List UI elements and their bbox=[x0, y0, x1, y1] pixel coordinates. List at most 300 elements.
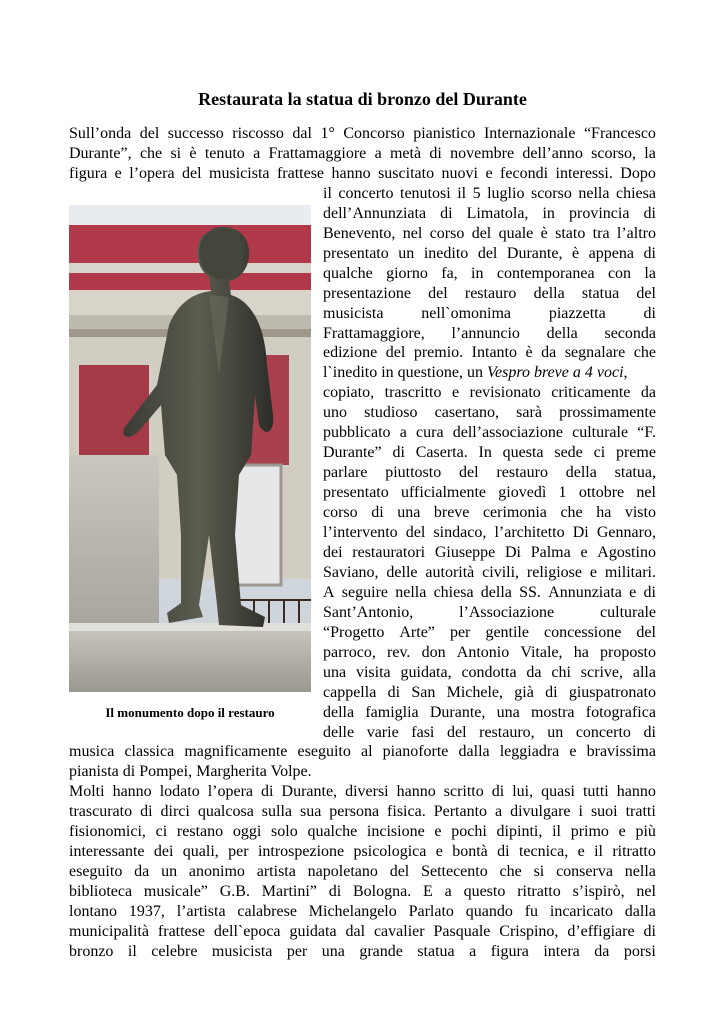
word: “Francesco bbox=[583, 125, 656, 142]
text-line bbox=[69, 144, 656, 164]
word: Pertanto bbox=[433, 803, 488, 821]
text-line bbox=[323, 683, 656, 703]
word: giuspatronato bbox=[568, 683, 656, 701]
word: scritto bbox=[443, 783, 484, 801]
word: varie bbox=[366, 723, 399, 741]
word: dal bbox=[345, 923, 366, 940]
word: 1° bbox=[320, 125, 335, 142]
text-segment: l’Associazione bbox=[459, 603, 555, 621]
word: sulla bbox=[261, 803, 292, 821]
word: nel bbox=[636, 883, 656, 901]
statue-photo bbox=[69, 205, 311, 692]
word: di bbox=[643, 723, 656, 741]
word: di bbox=[429, 144, 442, 162]
word: che bbox=[633, 344, 656, 362]
word: Vitale, bbox=[520, 643, 563, 661]
word: cappella bbox=[323, 683, 377, 701]
word: da bbox=[541, 344, 557, 362]
word: persona bbox=[329, 803, 380, 821]
word: primo bbox=[570, 823, 609, 841]
word: suoi bbox=[590, 803, 618, 821]
word: celebre bbox=[151, 942, 198, 960]
word: dipinti, bbox=[496, 823, 543, 841]
word: Benevento, bbox=[323, 224, 396, 242]
text-line bbox=[323, 523, 656, 543]
word: da bbox=[594, 942, 610, 960]
word: più bbox=[635, 823, 656, 841]
word: l’opera bbox=[207, 783, 254, 801]
word: Giuseppe bbox=[434, 543, 496, 561]
italic-title: Vespro breve a 4 voci bbox=[486, 364, 624, 382]
word: l’intervento bbox=[323, 524, 398, 541]
word: scorso bbox=[530, 184, 572, 202]
text-line bbox=[69, 822, 656, 842]
word: quando bbox=[465, 903, 513, 921]
word: di bbox=[643, 923, 656, 940]
word: fasi bbox=[411, 723, 435, 741]
text-line bbox=[323, 383, 656, 403]
text-line bbox=[323, 443, 656, 463]
word: questa bbox=[502, 444, 544, 462]
text-segment: musicista bbox=[323, 304, 384, 322]
text-line bbox=[69, 802, 656, 822]
word: culturale bbox=[572, 424, 629, 442]
word: la bbox=[644, 264, 656, 282]
word: di bbox=[491, 783, 505, 801]
word: di bbox=[643, 204, 656, 222]
word: gentile bbox=[485, 623, 529, 641]
word: Michelangelo bbox=[308, 903, 397, 921]
word: cavalier bbox=[373, 923, 425, 940]
word: corso bbox=[429, 224, 465, 242]
word: guidata, bbox=[400, 663, 452, 681]
word: leggiadra bbox=[499, 743, 560, 761]
word: G.B. bbox=[219, 883, 250, 901]
word: della bbox=[323, 703, 355, 721]
word: a bbox=[399, 424, 407, 442]
text-line bbox=[323, 343, 656, 363]
word: tenutosi bbox=[400, 184, 451, 202]
word: qualche bbox=[307, 823, 358, 841]
text-line bbox=[69, 742, 656, 762]
text-line bbox=[323, 463, 656, 483]
word: interessi. bbox=[555, 164, 613, 182]
text-segment: piazzetta bbox=[548, 304, 606, 322]
word: Dopo bbox=[620, 164, 656, 182]
text-segment: della bbox=[546, 324, 578, 342]
word: chi bbox=[551, 663, 571, 681]
word: qualcosa bbox=[197, 803, 254, 821]
word: da bbox=[134, 863, 150, 881]
word: pianoforte bbox=[382, 743, 449, 761]
word: fecondi bbox=[500, 164, 549, 182]
word: che bbox=[560, 504, 583, 522]
word: civili, bbox=[482, 563, 520, 581]
word: lui, bbox=[512, 783, 534, 801]
word: concerto bbox=[575, 723, 631, 741]
text-line bbox=[323, 403, 656, 423]
word: una bbox=[397, 504, 421, 522]
word: Arte” bbox=[399, 623, 435, 641]
word: Frattamaggiore bbox=[268, 144, 367, 162]
word: tratti bbox=[625, 803, 656, 821]
word: “F. bbox=[637, 424, 656, 442]
word: restano bbox=[176, 823, 224, 841]
word: da bbox=[526, 663, 542, 681]
word: a bbox=[469, 942, 477, 960]
word: condotta bbox=[461, 663, 517, 681]
text-line bbox=[323, 184, 656, 204]
text-segment: seconda bbox=[604, 324, 656, 342]
word: un bbox=[398, 244, 415, 262]
text-line bbox=[69, 862, 656, 882]
word: fisica. bbox=[387, 803, 426, 821]
word: restauratori bbox=[352, 543, 426, 561]
word: il bbox=[552, 823, 561, 841]
word: giorno bbox=[386, 264, 428, 282]
word: Gennaro, bbox=[596, 524, 656, 541]
word: a bbox=[444, 883, 452, 901]
word: del bbox=[471, 224, 492, 242]
word: dalla bbox=[458, 743, 490, 761]
word: tenuto bbox=[204, 144, 245, 162]
word: ritratto bbox=[612, 843, 656, 861]
word: di bbox=[643, 244, 656, 262]
word: fa, bbox=[441, 264, 458, 282]
text-segment: culturale bbox=[600, 603, 656, 621]
text-line bbox=[323, 723, 656, 743]
word: dal bbox=[292, 125, 312, 142]
word: Concorso bbox=[343, 125, 405, 142]
word: bontà bbox=[452, 843, 488, 861]
word: una bbox=[321, 942, 345, 960]
word: presentazione bbox=[323, 284, 411, 302]
word: per bbox=[228, 843, 249, 861]
text-line bbox=[69, 762, 656, 782]
text-segment: , bbox=[623, 364, 628, 382]
word: e bbox=[452, 384, 460, 402]
word: anonimo bbox=[188, 863, 245, 881]
word: del bbox=[428, 284, 448, 302]
word: chiesa bbox=[433, 583, 474, 601]
word: di bbox=[545, 683, 558, 701]
word: della bbox=[565, 464, 597, 482]
word: una bbox=[323, 663, 347, 681]
text-segment: Sant’Antonio, bbox=[323, 603, 414, 621]
word: revisionato bbox=[469, 384, 541, 402]
word: seguire bbox=[341, 583, 388, 601]
word: Martini” bbox=[261, 883, 317, 901]
word: tra bbox=[592, 224, 610, 242]
text-line bbox=[69, 942, 656, 962]
word: ufficialmente bbox=[401, 484, 487, 502]
word: statua bbox=[417, 942, 455, 960]
text-line bbox=[323, 304, 656, 324]
word: copiato, bbox=[323, 384, 375, 402]
word: stato bbox=[555, 224, 586, 242]
word: calabrese bbox=[237, 903, 297, 921]
word: corso bbox=[323, 504, 358, 522]
statue-illustration bbox=[69, 205, 311, 692]
word: Saviano, bbox=[323, 563, 379, 581]
word: ha bbox=[573, 643, 589, 661]
word: Bologna. bbox=[352, 883, 412, 901]
word: luglio bbox=[487, 184, 525, 202]
word: il bbox=[594, 843, 603, 861]
word: ritratto bbox=[517, 883, 561, 901]
word: trascritto bbox=[384, 384, 442, 402]
word: da bbox=[640, 384, 656, 402]
word: già bbox=[514, 683, 534, 701]
word: della bbox=[480, 583, 512, 601]
text-line bbox=[69, 902, 656, 922]
word: diversi bbox=[345, 783, 389, 801]
word: Antonio bbox=[456, 643, 510, 661]
photo-caption: Il monumento dopo il restauro bbox=[105, 705, 275, 720]
word: eseguito bbox=[69, 863, 123, 881]
text-line bbox=[323, 563, 656, 583]
word: statua bbox=[581, 284, 620, 302]
word: di bbox=[440, 204, 453, 222]
word: breve bbox=[433, 504, 470, 522]
word: musicista bbox=[209, 164, 270, 182]
word: l’opera bbox=[129, 164, 175, 182]
word: per bbox=[449, 623, 471, 641]
text-segment: Frattamaggiore, bbox=[323, 324, 425, 342]
word: nuovi bbox=[441, 164, 478, 182]
word: Intanto bbox=[471, 344, 517, 362]
word: solo bbox=[271, 823, 298, 841]
word: e bbox=[114, 164, 122, 182]
word: biblioteca bbox=[69, 883, 133, 901]
word: interessante bbox=[69, 843, 145, 861]
text-line bbox=[323, 224, 656, 244]
word: concessione bbox=[544, 623, 622, 641]
word: di bbox=[497, 843, 510, 861]
word: la bbox=[644, 144, 656, 162]
word: nella bbox=[395, 583, 427, 601]
word: delle bbox=[386, 563, 418, 581]
word: di bbox=[328, 883, 342, 901]
word: del bbox=[139, 125, 160, 142]
word: tutti bbox=[582, 783, 609, 801]
word: inedito bbox=[423, 244, 469, 262]
word: Durante”, bbox=[69, 144, 132, 162]
word: giovedì bbox=[498, 484, 547, 502]
word: al bbox=[360, 743, 373, 761]
word: si bbox=[533, 863, 545, 881]
word: incaricato bbox=[549, 903, 613, 921]
word: restauro bbox=[496, 464, 548, 482]
word: guidata bbox=[289, 923, 337, 940]
text-segment: di bbox=[643, 304, 656, 322]
word: pubblicato bbox=[323, 424, 391, 442]
word: successo bbox=[167, 125, 224, 142]
word: l’artista bbox=[176, 903, 226, 921]
word: dell’Annunziata bbox=[323, 204, 427, 222]
word: e bbox=[435, 843, 443, 861]
word: d’effigiare bbox=[567, 923, 635, 940]
word: Molti bbox=[69, 783, 105, 801]
word: a bbox=[495, 803, 503, 821]
word: per bbox=[286, 942, 308, 960]
word: restauro, bbox=[479, 723, 535, 741]
word: mostra bbox=[530, 703, 575, 721]
word: del bbox=[446, 723, 467, 741]
text-segment: l`inedito in questione, un bbox=[323, 364, 487, 382]
word: studioso bbox=[364, 404, 418, 422]
word: figura bbox=[490, 942, 529, 960]
word: novembre bbox=[450, 144, 515, 162]
word: lodato bbox=[159, 783, 200, 801]
word: si bbox=[170, 144, 182, 162]
word: e bbox=[589, 563, 597, 581]
word: visita bbox=[355, 663, 391, 681]
word: rev. bbox=[387, 643, 411, 661]
text-line bbox=[69, 842, 656, 862]
text-line bbox=[69, 782, 656, 802]
word: premio. bbox=[413, 344, 464, 362]
word: sarà bbox=[516, 404, 542, 422]
word: bronzo bbox=[69, 942, 114, 960]
word: Michele, bbox=[446, 683, 504, 701]
text-line bbox=[323, 264, 656, 284]
word: militari. bbox=[604, 563, 656, 581]
word: conserva bbox=[556, 863, 613, 881]
word: e bbox=[618, 823, 626, 841]
word: grande bbox=[359, 942, 403, 960]
word: tecnica, bbox=[518, 843, 569, 861]
word: oggi bbox=[232, 823, 262, 841]
text-line bbox=[323, 583, 656, 603]
word: pianistico bbox=[413, 125, 476, 142]
word: di bbox=[643, 583, 656, 601]
word: scorso, bbox=[591, 144, 636, 162]
word: del bbox=[636, 623, 656, 641]
word: l’altro bbox=[616, 224, 656, 242]
word: E bbox=[423, 883, 433, 901]
word: Crispino, bbox=[499, 923, 559, 940]
word: della bbox=[533, 284, 565, 302]
word: nel bbox=[636, 484, 656, 502]
word: con bbox=[607, 264, 632, 282]
word: nella bbox=[624, 863, 656, 881]
word: del bbox=[385, 344, 406, 362]
text-line bbox=[69, 124, 656, 144]
word: San bbox=[411, 683, 436, 701]
word: Caserta. bbox=[415, 444, 468, 462]
word: cerimonia bbox=[482, 504, 547, 522]
word: cura bbox=[416, 424, 444, 442]
word: il bbox=[127, 942, 137, 960]
word: del bbox=[477, 244, 498, 262]
word: frattese bbox=[157, 923, 205, 940]
word: ottobre bbox=[578, 484, 625, 502]
text-line bbox=[323, 363, 656, 383]
word: parroco, bbox=[323, 643, 376, 661]
word: casertano, bbox=[434, 404, 500, 422]
word: Sull’onda bbox=[69, 125, 132, 142]
word: concerto bbox=[338, 184, 394, 202]
word: introspezione bbox=[257, 843, 345, 861]
word: statua, bbox=[614, 464, 656, 482]
word: dei bbox=[323, 543, 343, 561]
word: e bbox=[577, 843, 585, 861]
word: dirci bbox=[160, 803, 190, 821]
word: lontano bbox=[69, 903, 117, 921]
word: nella bbox=[578, 184, 610, 202]
word: eseguito bbox=[297, 743, 351, 761]
word: intera bbox=[543, 942, 580, 960]
word: dell`epoca bbox=[213, 923, 281, 940]
word: musicista bbox=[211, 942, 273, 960]
word: Durante” bbox=[323, 444, 382, 462]
word: e bbox=[569, 743, 577, 761]
word: quali, bbox=[182, 843, 219, 861]
word: delle bbox=[323, 723, 355, 741]
word: sede bbox=[554, 444, 583, 462]
word: Di bbox=[572, 524, 589, 541]
word: del bbox=[459, 464, 479, 482]
word: famiglia bbox=[365, 703, 419, 721]
word: SS. bbox=[519, 583, 541, 601]
text-line bbox=[323, 204, 656, 224]
word: divulgare bbox=[510, 803, 571, 821]
word: classica bbox=[124, 743, 175, 761]
word: Durante, bbox=[506, 244, 563, 262]
word: alla bbox=[632, 663, 656, 681]
word: del bbox=[636, 284, 656, 302]
word: di bbox=[140, 803, 153, 821]
word: parlare bbox=[323, 464, 368, 482]
word: restauro bbox=[464, 284, 517, 302]
word: è bbox=[572, 244, 580, 262]
word: municipalità bbox=[69, 923, 149, 940]
word: magnificamente bbox=[184, 743, 288, 761]
word: incisione bbox=[366, 823, 425, 841]
text-line bbox=[323, 503, 656, 523]
word: 5 bbox=[472, 184, 481, 202]
word: presentato bbox=[323, 244, 389, 262]
word: appena bbox=[588, 244, 634, 262]
word: i bbox=[578, 803, 583, 821]
word: un bbox=[161, 863, 178, 881]
word: che bbox=[139, 144, 163, 162]
word: trascurato bbox=[69, 803, 133, 821]
word: ci bbox=[155, 823, 168, 841]
text-line bbox=[323, 663, 656, 683]
word: ha bbox=[596, 504, 612, 522]
word: Annunziata bbox=[548, 583, 622, 601]
word: pochi bbox=[451, 823, 487, 841]
text-segment: pianista di Pompei, Margherita Volpe. bbox=[69, 763, 312, 781]
word: hanno bbox=[331, 164, 371, 182]
word: preme bbox=[615, 444, 656, 462]
text-line bbox=[323, 643, 656, 663]
text-segment: nell`omonima bbox=[421, 304, 512, 322]
text-line bbox=[323, 623, 656, 643]
word: don bbox=[421, 643, 446, 661]
word: ci bbox=[593, 444, 606, 462]
word: prossimamente bbox=[559, 404, 656, 422]
word: Durante, bbox=[281, 783, 338, 801]
word: Settecento bbox=[421, 863, 488, 881]
word: uno bbox=[323, 404, 347, 422]
text-line bbox=[69, 922, 656, 942]
word: e bbox=[580, 543, 588, 561]
word: è bbox=[525, 344, 533, 362]
text-line bbox=[323, 324, 656, 344]
